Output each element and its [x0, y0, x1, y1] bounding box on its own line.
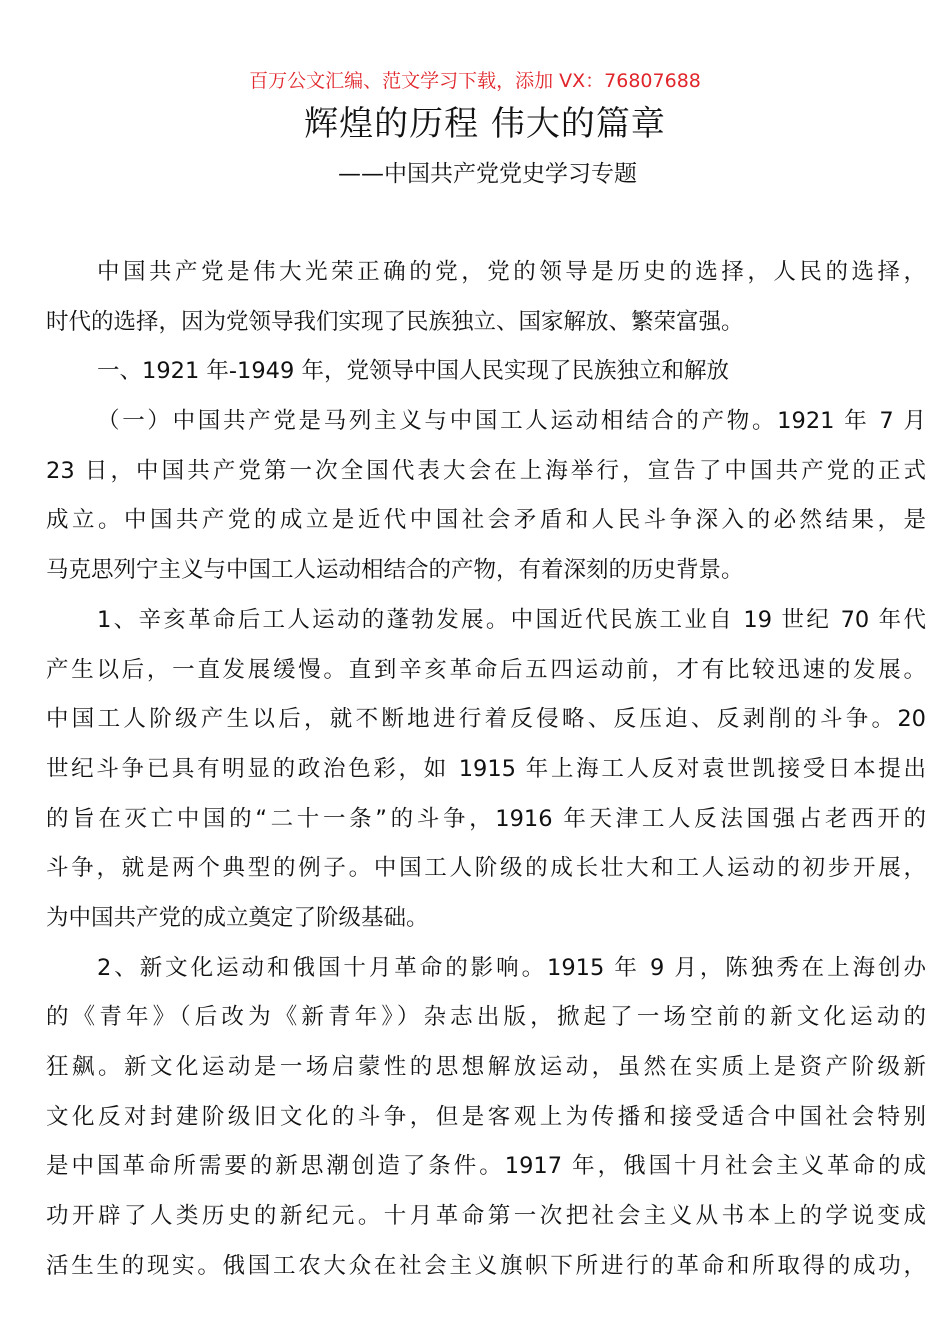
- paragraph-line: 功开辟了人类历史的新纪元。十月革命第一次把社会主义从书本上的学说变成: [46, 1203, 926, 1230]
- paragraph-line: 文化反对封建阶级旧文化的斗争，但是客观上为传播和接受适合中国社会特别: [46, 1103, 926, 1130]
- paragraph-line: 狂飙。新文化运动是一场启蒙性的思想解放运动，虽然在实质上是资产阶级新: [46, 1054, 926, 1080]
- paragraph: [46, 397, 926, 596]
- paragraph-line: 2、新文化运动和俄国十月革命的影响。1915 年 9 月，陈独秀在上海创办: [97, 954, 926, 981]
- paragraph-line: 马克思列宁主义与中国工人运动相结合的产物，有着深刻的历史背景。: [46, 557, 744, 584]
- paragraph: [46, 596, 926, 944]
- paragraph-line: 产生以后，一直发展缓慢。直到辛亥革命后五四运动前，才有比较迅速的发展。: [46, 656, 926, 683]
- paragraph-line: 是中国革命所需要的新思潮创造了条件。1917 年，俄国十月社会主义革命的成: [46, 1153, 926, 1180]
- paragraph-line: （一）中国共产党是马列主义与中国工人运动相结合的产物。1921 年 7 月: [97, 408, 926, 435]
- paragraph-line: 一、1921 年-1949 年，党领导中国人民实现了民族独立和解放: [97, 358, 729, 385]
- download-notice: 百万公文汇编、范文学习下载，添加 VX：76807688: [249, 70, 701, 92]
- paragraph-line: 为中国共产党的成立奠定了阶级基础。: [46, 904, 429, 931]
- paragraph-line: 的《青年》（后改为《新青年》）杂志出版，掀起了一场空前的新文化运动的: [46, 1004, 926, 1031]
- paragraph: [46, 347, 926, 397]
- paragraph-line: 世纪斗争已具有明显的政治色彩，如 1915 年上海工人反对袁世凯接受日本提出: [46, 755, 926, 782]
- paragraph-line: 中国工人阶级产生以后，就不断地进行着反侵略、反压迫、反剥削的斗争。20: [46, 706, 926, 733]
- paragraph-line: 中国共产党是伟大光荣正确的党，党的领导是历史的选择，人民的选择，: [97, 259, 926, 285]
- paragraph-line: 斗争，就是两个典型的例子。中国工人阶级的成长壮大和工人运动的初步开展，: [46, 855, 926, 882]
- document-subtitle: ——中国共产党党史学习专题: [338, 161, 637, 187]
- document-title: 辉煌的历程 伟大的篇章: [304, 104, 666, 144]
- document-body: [46, 248, 926, 1291]
- paragraph-line: 成立。中国共产党的成立是近代中国社会矛盾和人民斗争深入的必然结果，是: [46, 507, 926, 534]
- paragraph: [46, 248, 926, 347]
- paragraph-line: 1、辛亥革命后工人运动的蓬勃发展。中国近代民族工业自 19 世纪 70 年代: [97, 606, 926, 633]
- paragraph-line: 的旨在灭亡中国的“二十一条”的斗争，1916 年天津工人反法国强占老西开的: [46, 805, 926, 832]
- paragraph-line: 时代的选择，因为党领导我们实现了民族独立、国家解放、繁荣富强。: [46, 308, 744, 335]
- paragraph-line: 23 日，中国共产党第一次全国代表大会在上海举行，宣告了中国共产党的正式: [46, 457, 926, 484]
- paragraph: [46, 944, 926, 1292]
- paragraph-line: 活生生的现实。俄国工农大众在社会主义旗帜下所进行的革命和所取得的成功，: [46, 1252, 926, 1279]
